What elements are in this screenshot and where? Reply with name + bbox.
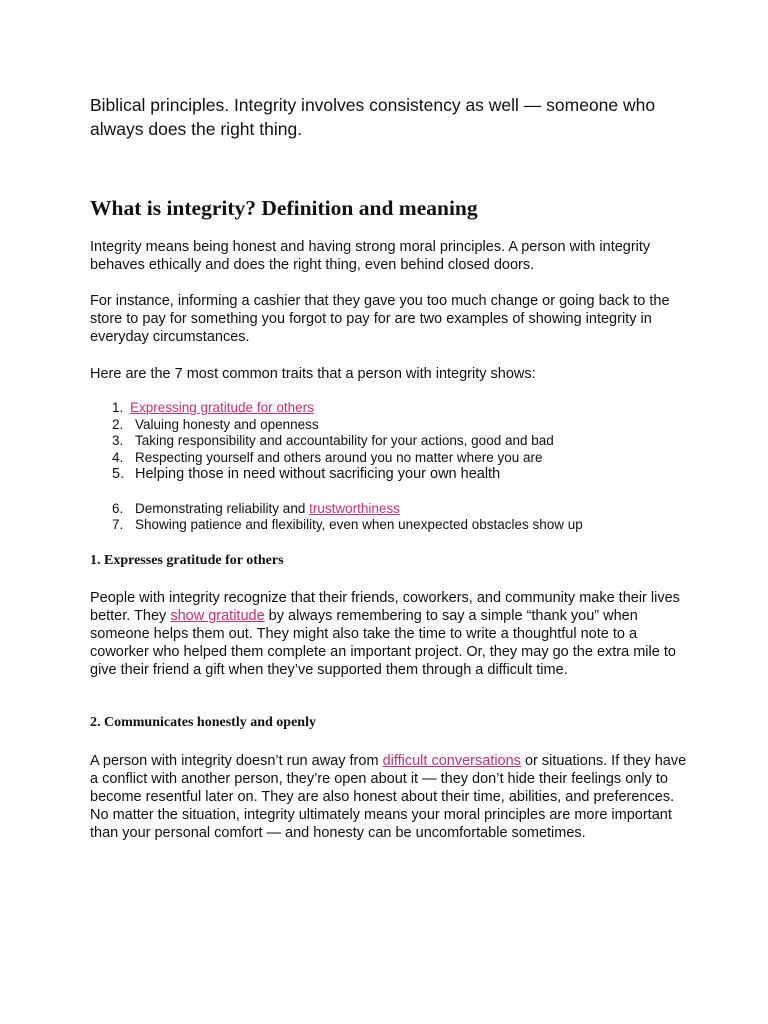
list-item-number: 3. [112, 433, 124, 448]
trait-link-gratitude[interactable]: Expressing gratitude for others [130, 400, 314, 415]
traits-intro-paragraph: Here are the 7 most common traits that a person with integrity shows: [90, 366, 536, 382]
list-item-number: 4. [112, 450, 124, 465]
trait-link-trustworthiness[interactable]: trustworthiness [309, 501, 400, 516]
definition-paragraph: Integrity means being honest and having strong moral principles. A person with integrity behaves ethically and does the right thing, even behind closed doors. [90, 239, 651, 273]
subheading-honesty: 2. Communicates honestly and openly [90, 715, 316, 730]
list-item-text [130, 400, 314, 415]
list-item-text [135, 501, 400, 516]
paragraph-text: or situations. If they have a conflict with another person, they’re open about it — they don’t hide their feelings only to become resentful later on. They are also honest about their time, abilities, and preferences. No matter the situation, integrity ultimately means your moral principles are more important than your personal comfort — and honesty can be uncomfortable sometimes. [90, 753, 687, 841]
example-paragraph: For instance, informing a cashier that they gave you too much change or going back to the store to pay for something you forgot to pay for are two examples of showing integrity in everyday circumstances. [90, 293, 670, 345]
list-item-text-part: Demonstrating reliability and [135, 501, 310, 516]
list-item-text: Valuing honesty and openness [135, 417, 319, 432]
gratitude-paragraph [90, 589, 690, 679]
list-item-number: 2. [112, 417, 124, 432]
intro-paragraph: Biblical principles. Integrity involves consistency as well — someone who always does the right thing. [90, 95, 656, 139]
show-gratitude-link[interactable]: show gratitude [170, 608, 265, 624]
list-item-text: Helping those in need without sacrificing your own health [135, 466, 501, 482]
difficult-conversations-link[interactable]: difficult conversations [382, 753, 521, 769]
honesty-paragraph [90, 752, 690, 842]
subheading-gratitude: 1. Expresses gratitude for others [90, 553, 284, 568]
section-heading: What is integrity? Definition and meaning [90, 196, 478, 220]
paragraph-text: People with integrity recognize that their friends, coworkers, and community make their lives better. They [90, 590, 680, 624]
paragraph-text: by always remembering to say a simple “thank you” when someone helps them out. They might also take the time to write a thoughtful note to a coworker who helped them complete an important project. Or, they may go the extra mile to give their friend a gift when they’ve supported them through a difficult time. [90, 608, 676, 678]
list-item-text: Respecting yourself and others around you no matter where you are [135, 450, 543, 465]
list-item-number: 6. [112, 501, 124, 516]
list-item-number: 7. [112, 517, 124, 532]
list-item-text: Showing patience and flexibility, even when unexpected obstacles show up [135, 517, 583, 532]
paragraph-text: A person with integrity doesn’t run away from [90, 753, 383, 769]
list-item-number: 5. [112, 466, 125, 482]
list-item-text: Taking responsibility and accountability for your actions, good and bad [135, 433, 554, 448]
list-item-number: 1. [112, 400, 124, 415]
